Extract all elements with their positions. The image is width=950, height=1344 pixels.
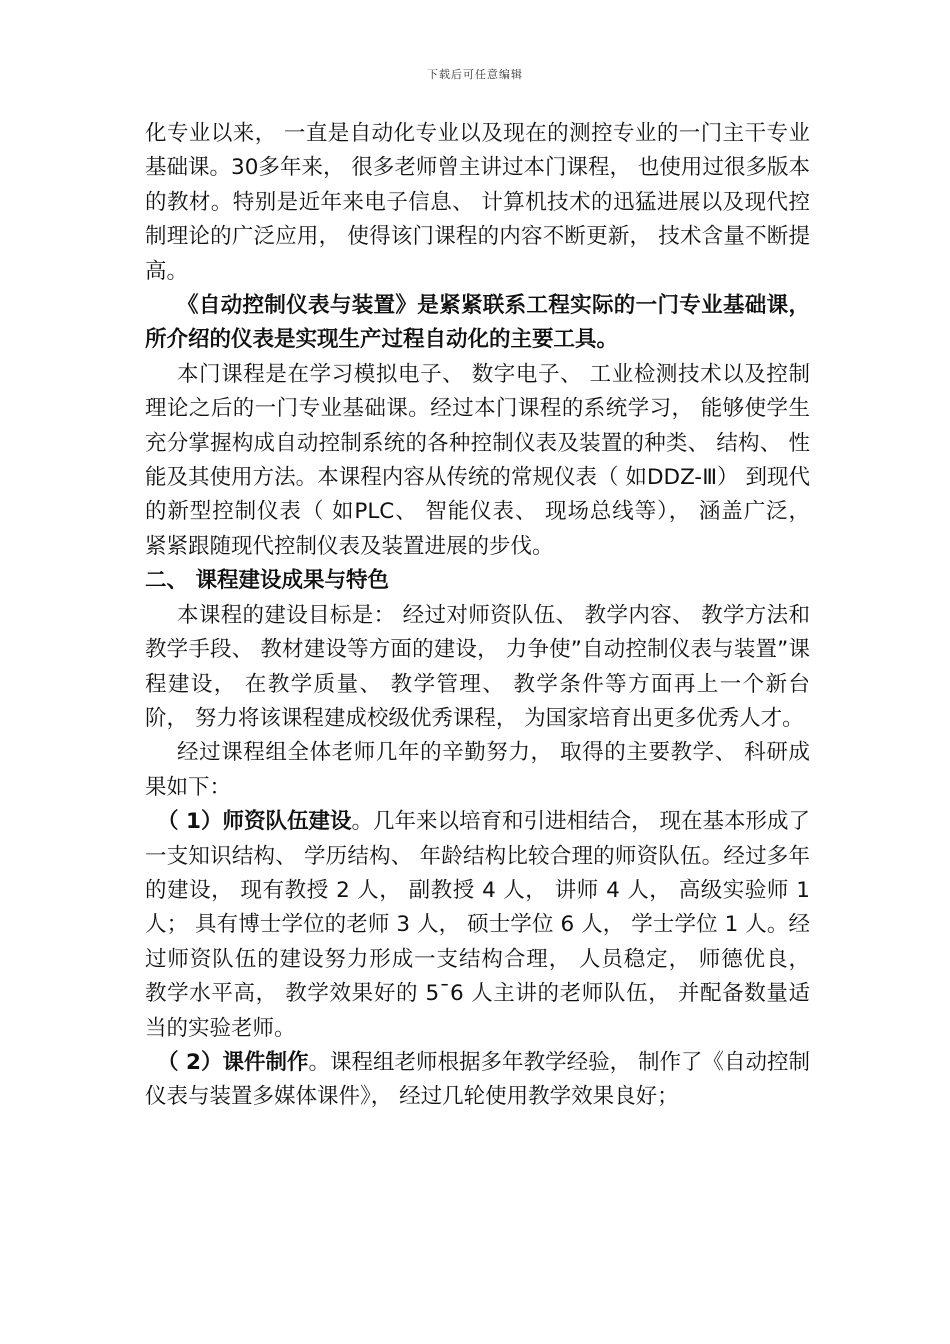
page-header: 下载后可任意编辑: [427, 68, 523, 81]
paragraph-course-description: 本门课程是在学习模拟电子、 数字电子、 工业检测技术以及控制理论之后的一门专业基础课。经过本门课程的系统学习， 能够使学生充分掌握构成自动控制系统的各种控制仪表及装置的种类、 结构、 性能及其使用方法。本课程内容从传统的常规仪表（ 如DDZ-Ⅲ） 到现代的新型控制仪表（ 如PLC、 智能仪表、 现场总线等）， 涵盖广泛， 紧紧跟随现代控制仪表及装置进展的步伐。: [145, 361, 810, 559]
paragraph-course-summary: 《自动控制仪表与装置》是紧紧联系工程实际的一门专业基础课， 所介绍的仪表是实现生产过程自动化的主要工具。: [145, 293, 810, 353]
document-body: [145, 117, 810, 1115]
paragraph-intro-continued: 化专业以来， 一直是自动化专业以及现在的测控专业的一门主干专业基础课。30多年来， 很多老师曾主讲过本门课程， 也使用过很多版本的教材。特别是近年来电子信息、 计算机技术的迅猛进展以及现代控制理论的广泛应用， 使得该门课程的内容不断更新， 技术含量不断提高。: [145, 121, 810, 284]
list-item-faculty-text: 。几年来以培育和引进相结合， 现在基本形成了一支知识结构、 学历结构、 年龄结构比较合理的师资队伍。经过多年的建设， 现有教授 2 人， 副教授 4 人， 讲师 4 人， 高级实验师 1 人； 具有博士学位的老师 3 人， 硕士学位 6 人， 学士学位 1 人。经过师资队伍的建设努力形成一支结构合理， 人员稳定， 师德优良， 教学水平高， 教学效果好的 5¯6 人主讲的老师队伍， 并配备数量适当的实验老师。: [145, 809, 810, 1041]
list-item-courseware-label: （ 2）课件制作: [157, 1049, 309, 1075]
list-item-faculty: [145, 805, 810, 1046]
paragraph-construction-goal: 本课程的建设目标是： 经过对师资队伍、 教学内容、 教学方法和教学手段、 教材建设等方面的建设， 力争使”自动控制仪表与装置”课程建设， 在教学质量、 教学管理、 教学条件等方面再上一个新台阶， 努力将该课程建成校级优秀课程， 为国家培育出更多优秀人才。: [145, 602, 810, 731]
list-item-courseware: [145, 1046, 810, 1115]
list-item-courseware-text: 。课程组老师根据多年教学经验， 制作了《自动控制仪表与装置多媒体课件》， 经过几轮使用教学效果良好；: [145, 1049, 810, 1110]
list-item-faculty-label: （ 1）师资队伍建设: [157, 809, 352, 835]
section-heading: 二、 课程建设成果与特色: [145, 568, 389, 594]
paragraph-achievements-intro: 经过课程组全体老师几年的辛勤努力， 取得的主要教学、 科研成果如下：: [145, 740, 810, 800]
